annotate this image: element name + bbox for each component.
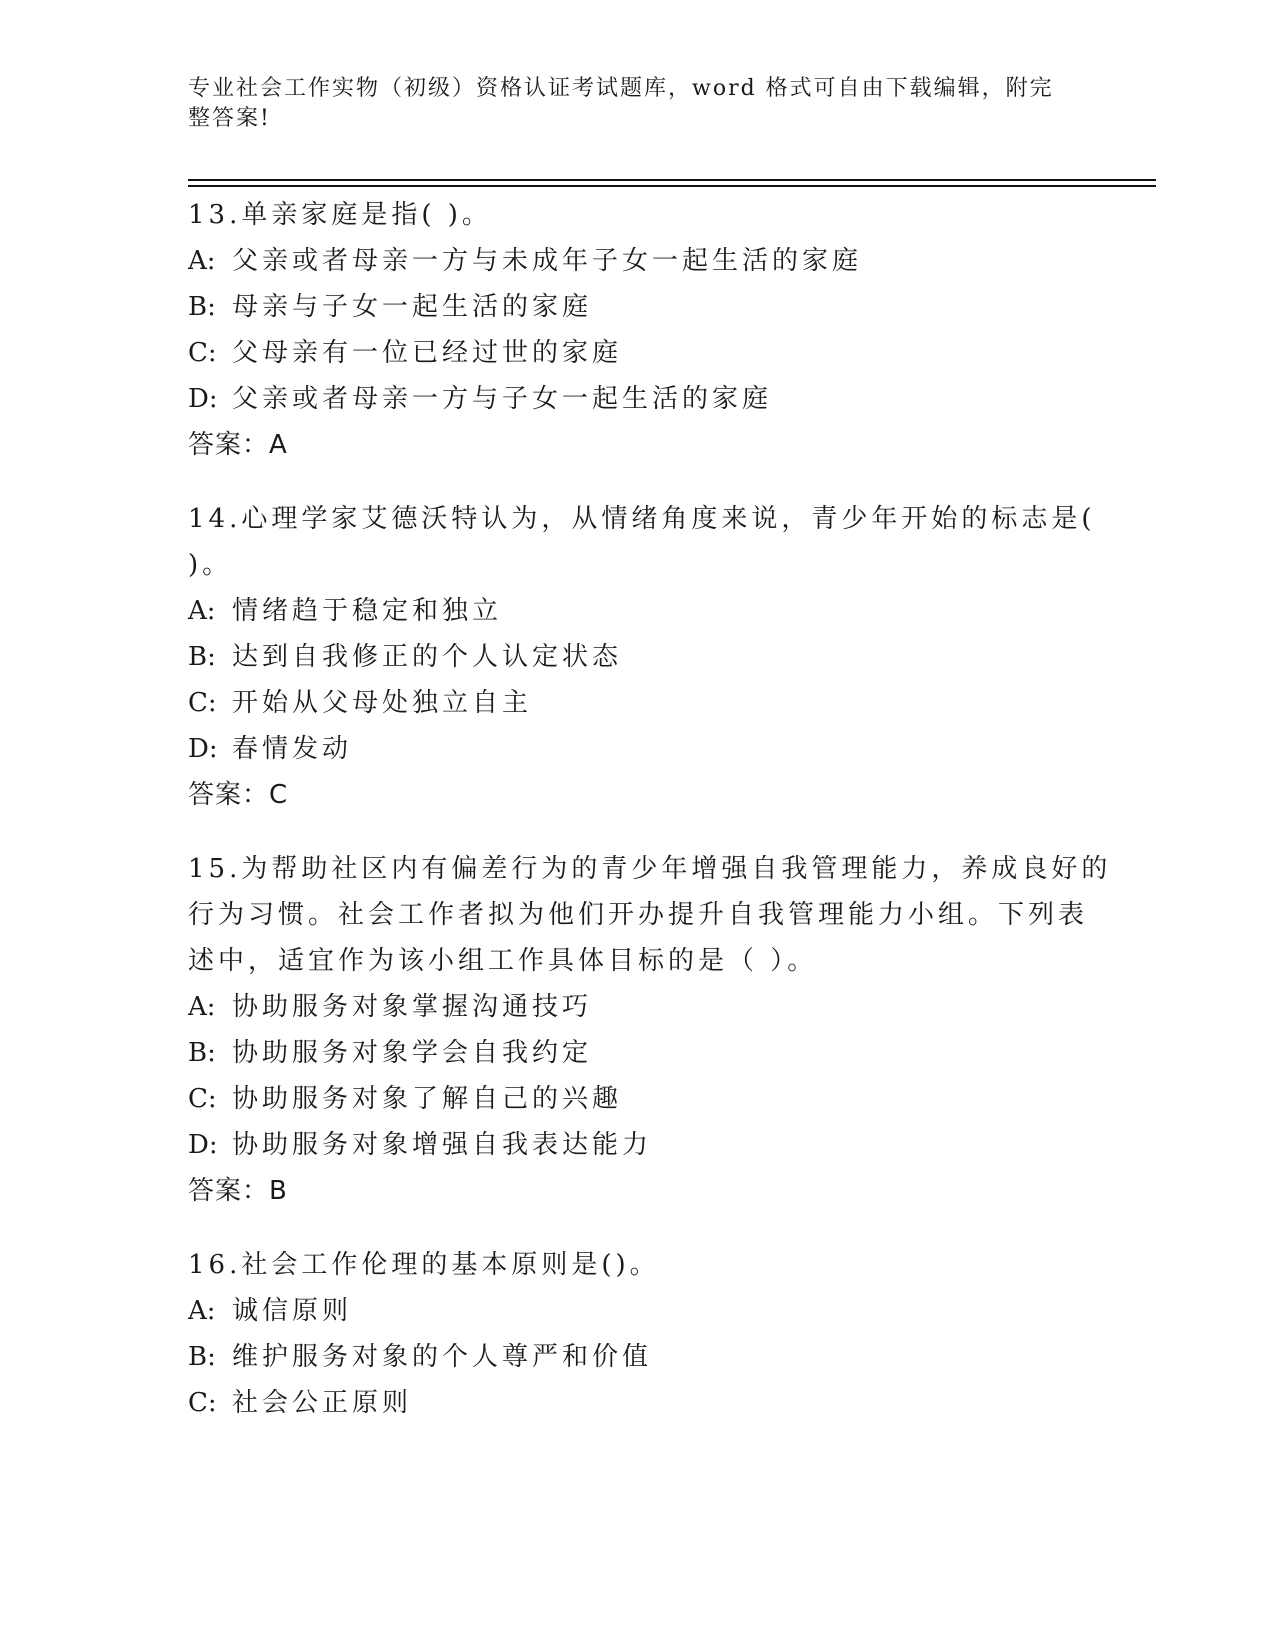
option-text: 父亲或者母亲一方与子女一起生活的家庭: [232, 384, 773, 414]
option-text: 协助服务对象掌握沟通技巧: [232, 992, 593, 1022]
option-b: [188, 634, 1088, 680]
document-header: [188, 74, 1068, 134]
option-letter: A:: [188, 992, 216, 1022]
option-b: [188, 1334, 1088, 1380]
answer-line: 答案：B: [188, 1176, 288, 1206]
option-letter: D:: [188, 384, 218, 414]
option-letter: A:: [188, 1296, 216, 1326]
option-text: 父亲或者母亲一方与未成年子女一起生活的家庭: [232, 246, 863, 276]
question-stem-line-1: 14.心理学家艾德沃特认为，从情绪角度来说，青少年开始的标志是(: [188, 504, 1096, 534]
answer-line: 答案：C: [188, 780, 289, 810]
option-a: [188, 1288, 1088, 1334]
question-stem-line-3: 述中，适宜作为该小组工作具体目标的是（ ）。: [188, 946, 818, 976]
question-16: [188, 1242, 1088, 1426]
option-letter: C:: [188, 1084, 217, 1114]
question-15: [188, 846, 1112, 1214]
option-text: 协助服务对象了解自己的兴趣: [232, 1084, 623, 1114]
option-d: [188, 726, 1088, 772]
option-d: [188, 376, 1088, 422]
option-text: 开始从父母处独立自主: [232, 688, 533, 718]
option-text: 母亲与子女一起生活的家庭: [232, 292, 593, 322]
option-text: 社会公正原则: [232, 1388, 413, 1418]
option-b: [188, 284, 1088, 330]
option-letter: C:: [188, 1388, 217, 1418]
option-a: [188, 238, 1088, 284]
option-text: 协助服务对象学会自我约定: [232, 1038, 593, 1068]
option-text: 维护服务对象的个人尊严和价值: [232, 1342, 653, 1372]
option-text: 情绪趋于稳定和独立: [232, 596, 503, 626]
question-13: [188, 192, 1088, 468]
option-a: [188, 984, 1088, 1030]
option-letter: D:: [188, 1130, 218, 1160]
option-text: 春情发动: [232, 734, 353, 764]
question-stem: 13.单亲家庭是指( )。: [188, 200, 492, 230]
option-letter: B:: [188, 292, 216, 322]
option-letter: A:: [188, 596, 216, 626]
option-d: [188, 1122, 1088, 1168]
answer-line: 答案：A: [188, 430, 288, 460]
question-stem-line-2: )。: [188, 550, 233, 580]
header-divider-bottom: [188, 185, 1156, 187]
option-text: 父母亲有一位已经过世的家庭: [232, 338, 623, 368]
header-line-2: 整答案!: [188, 106, 271, 131]
option-letter: B:: [188, 1038, 216, 1068]
option-letter: B:: [188, 642, 216, 672]
question-stem: 16.社会工作伦理的基本原则是()。: [188, 1250, 660, 1280]
question-stem-line-1: 15.为帮助社区内有偏差行为的青少年增强自我管理能力，养成良好的: [188, 854, 1112, 884]
question-stem-line-2: 行为习惯。社会工作者拟为他们开办提升自我管理能力小组。下列表: [188, 900, 1089, 930]
option-letter: B:: [188, 1342, 216, 1372]
option-letter: C:: [188, 688, 217, 718]
question-14: [188, 496, 1096, 818]
option-b: [188, 1030, 1088, 1076]
option-a: [188, 588, 1088, 634]
option-text: 达到自我修正的个人认定状态: [232, 642, 623, 672]
option-letter: C:: [188, 338, 217, 368]
option-text: 协助服务对象增强自我表达能力: [232, 1130, 653, 1160]
option-text: 诚信原则: [232, 1296, 353, 1326]
header-line-1: 专业社会工作实物（初级）资格认证考试题库，word 格式可自由下载编辑，附完: [188, 76, 1054, 101]
header-divider-top: [188, 179, 1156, 181]
option-c: [188, 1076, 1088, 1122]
question-list: [188, 192, 1112, 1454]
option-c: [188, 1380, 1088, 1426]
option-c: [188, 680, 1088, 726]
option-letter: A:: [188, 246, 216, 276]
option-c: [188, 330, 1088, 376]
option-letter: D:: [188, 734, 218, 764]
